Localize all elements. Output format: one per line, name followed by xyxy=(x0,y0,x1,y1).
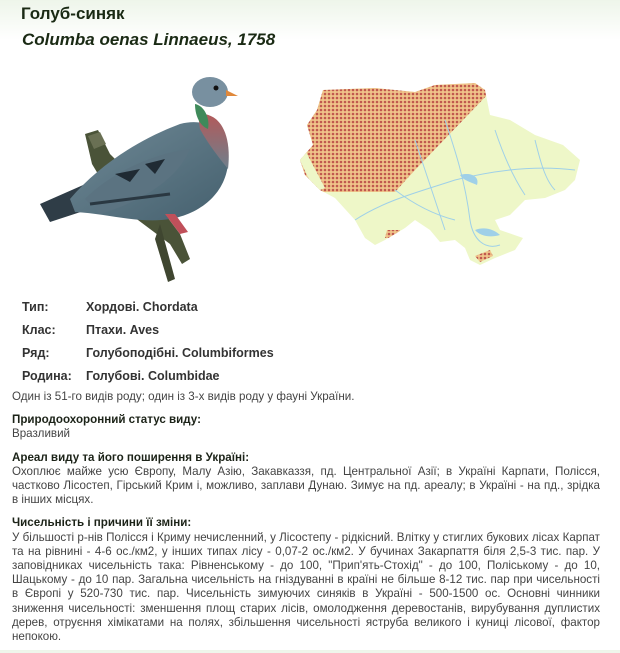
section-status xyxy=(12,413,600,441)
taxonomy-row-family xyxy=(22,369,274,392)
section-text: У більшості р-нів Полісся і Криму нечисленний, у Лісостепу - рідкісний. Влітку у стиглих букових лісах Карпат та на рівнині - 4-6 ос./км2, у інших типах лісу - 0,07-2 ос./км2. У бучинах Закарпаття біля 2,5-3 тис. пар. У заповідниках чисельність така: Рівненському - до 100, "Прип'ять-Стохід" - до 100, Поліському - до 10, Шацькому - до 10 пар. Загальна чисельність на гніздуванні в країні не більше 8-12 тис. пар при чисельності в Європі у 520-730 тис. пар. Чисельність зимуючих синяків в Україні - 500-1500 ос. Основні чинники зниження чисельності: зменшення площ старих лісів, омолодження деревостанів, вирубування дуплистих дерев, отруєння хімікатами на полях, збільшення чисельності яструба великого і куниці лісової, фактор непокою. xyxy=(12,530,600,644)
taxonomy-label: Родина: xyxy=(22,369,72,383)
taxonomy-value: Птахи. Aves xyxy=(86,323,160,337)
range-map xyxy=(295,80,590,275)
taxonomy-value: Голубоподібні. Columbiformes xyxy=(86,346,274,360)
taxonomy-label: Тип: xyxy=(22,300,49,314)
section-population xyxy=(12,516,600,644)
species-title: Голуб-синяк xyxy=(21,4,125,23)
taxonomy-label: Клас: xyxy=(22,323,56,337)
intro-text: Один із 51-го видів роду; один із 3-х видів роду у фауні України. xyxy=(12,390,355,403)
taxonomy-row-class xyxy=(22,323,274,346)
section-heading: Ареал виду та його поширення в Україні: xyxy=(12,450,250,464)
taxonomy-label: Ряд: xyxy=(22,346,50,360)
species-description xyxy=(12,390,600,653)
section-heading: Природоохоронний статус виду: xyxy=(12,413,201,427)
section-range xyxy=(12,451,600,508)
taxonomy-value: Хордові. Chordata xyxy=(86,300,198,314)
taxonomy-row-type xyxy=(22,300,274,323)
taxonomy-value: Голубові. Columbidae xyxy=(86,369,220,383)
section-heading: Чисельність і причини її зміни: xyxy=(12,516,192,530)
section-text: Охоплює майже усю Європу, Малу Азію, Закавказзя, пд. Центральної Азії; в Україні Карпати, Полісся, частково Лісостеп, Гірський Крим і, можливо, заплави Дунаю. Зимує на пд. ареалу; в Україні - на пд., зрідка в інших місцях. xyxy=(12,464,600,507)
taxonomy-row-order xyxy=(22,346,274,369)
bird-illustration xyxy=(30,64,245,294)
taxonomy-table xyxy=(22,300,274,392)
section-text: Вразливий xyxy=(12,427,71,441)
latin-name: Columba oenas Linnaeus, 1758 xyxy=(22,30,276,49)
